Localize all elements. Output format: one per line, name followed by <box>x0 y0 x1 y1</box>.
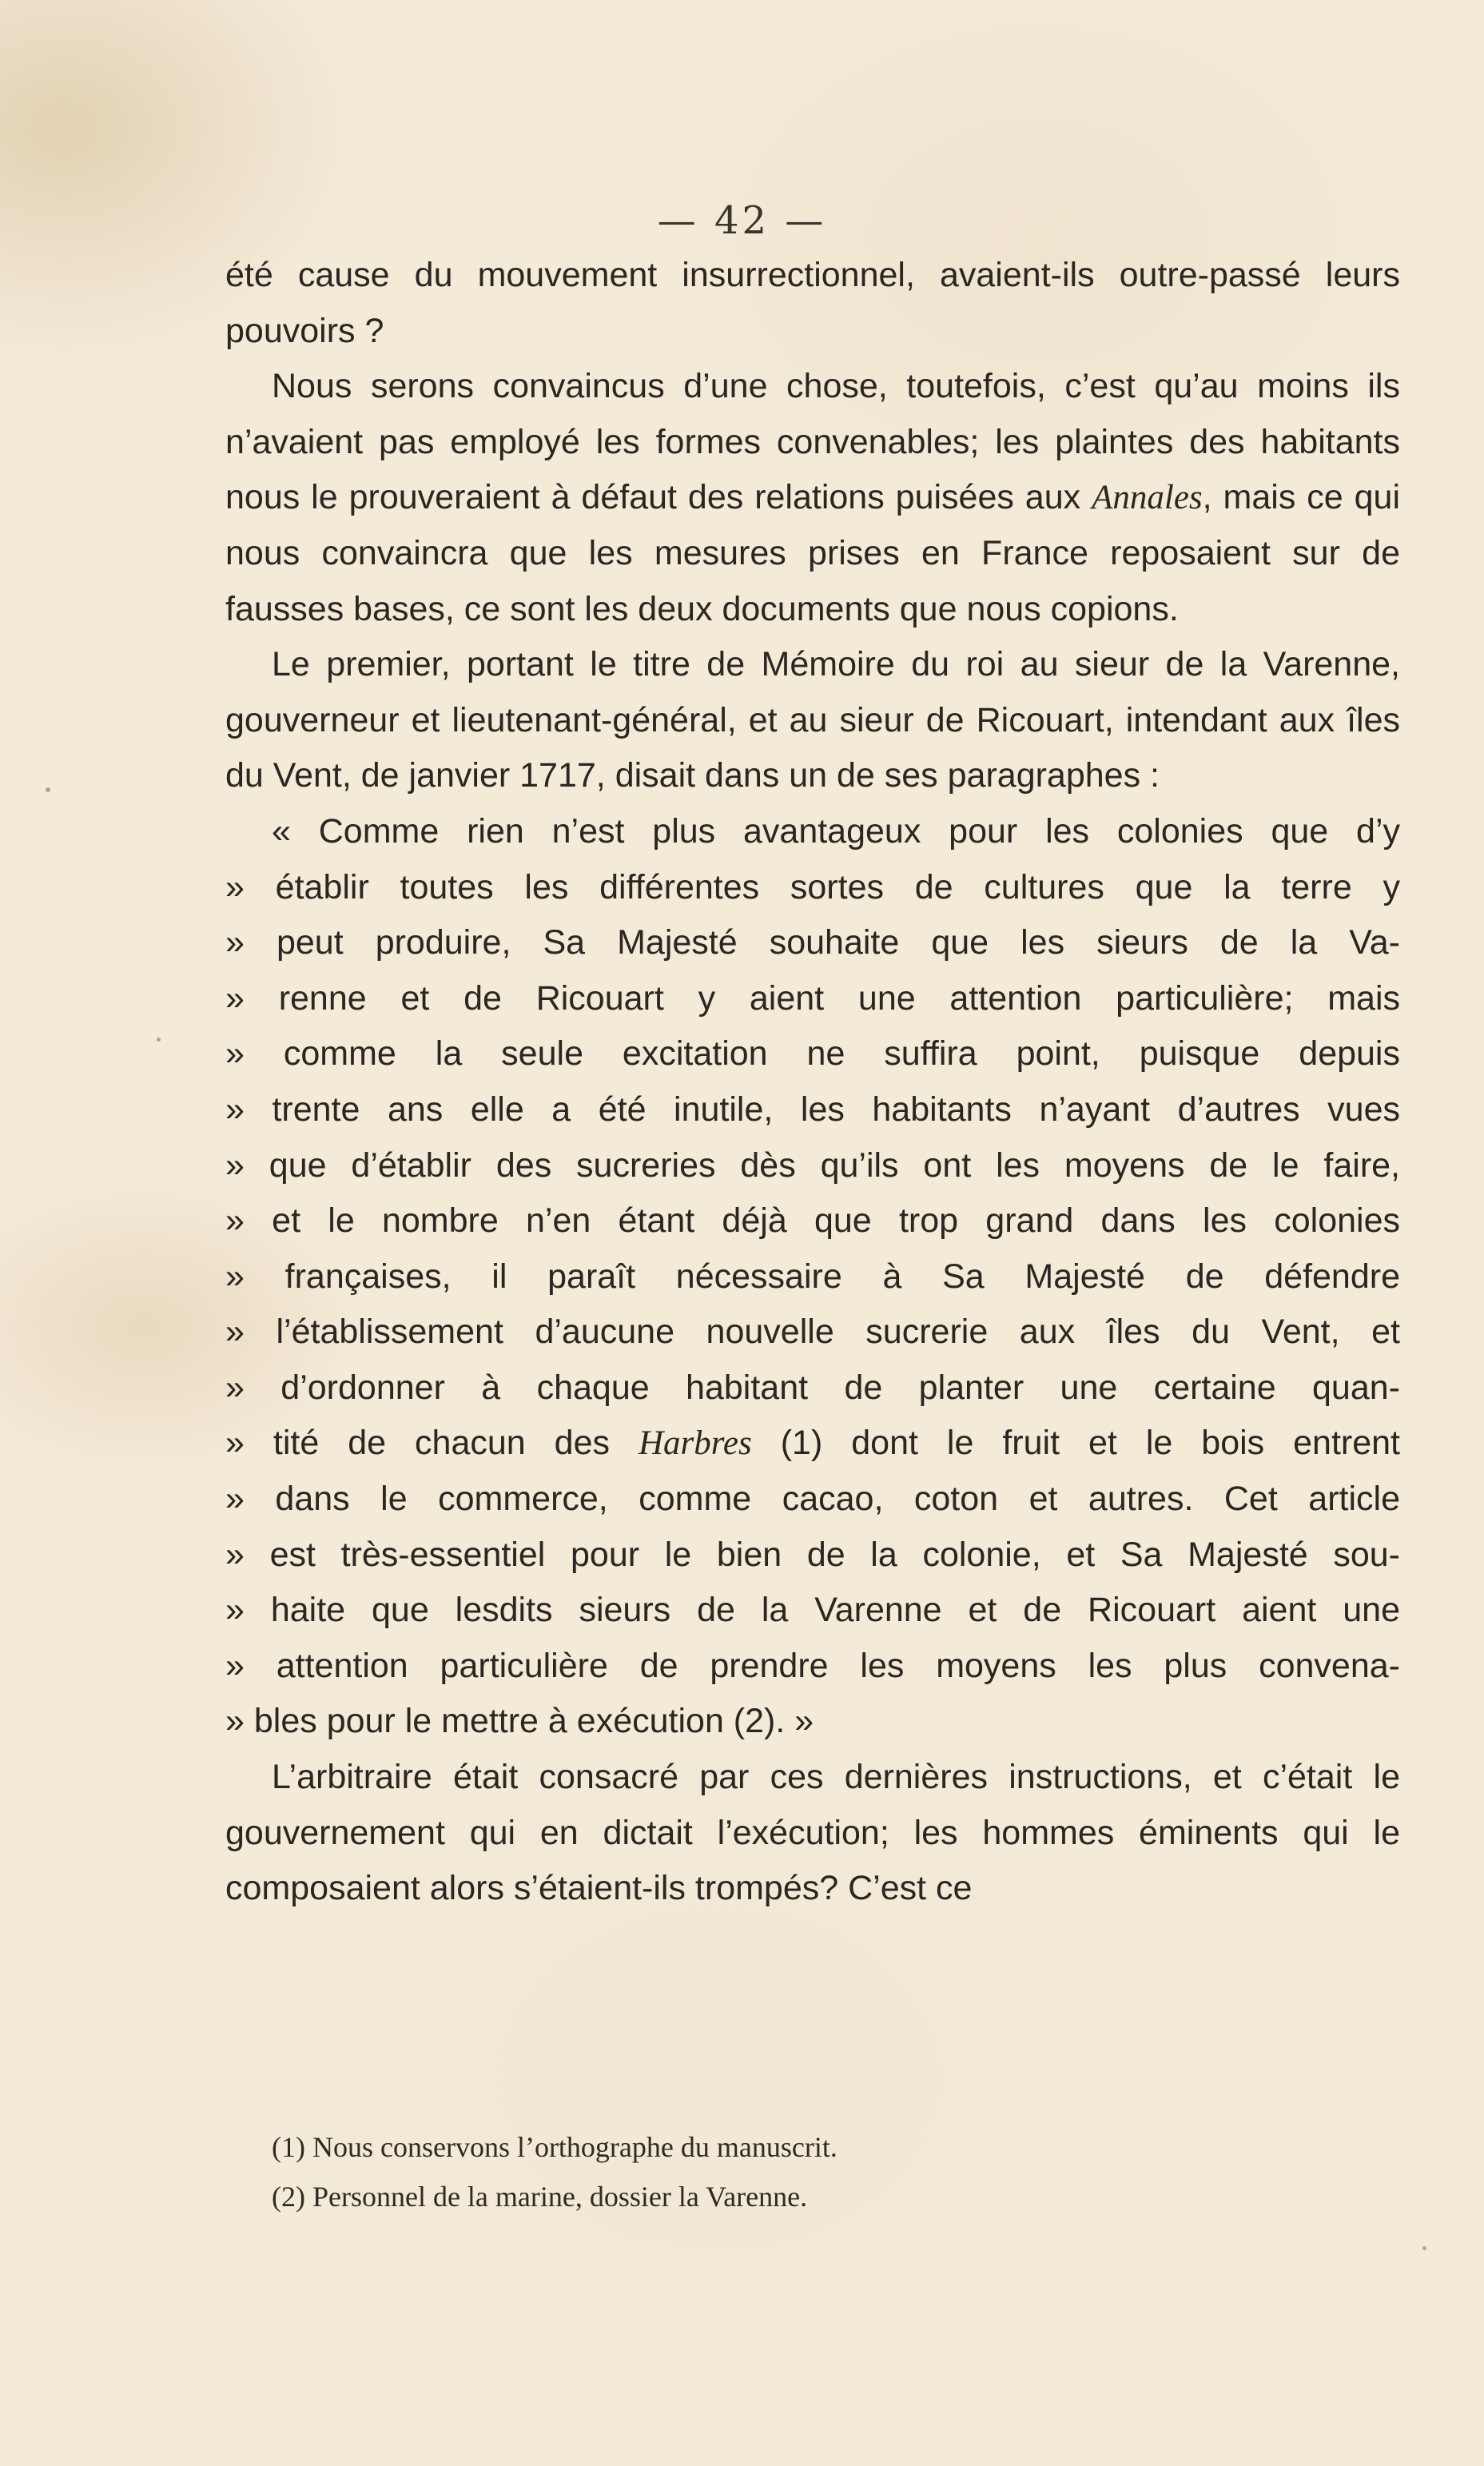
quote-line: » est très-essentiel pour le bien de la colonie, et Sa Majesté sou- <box>225 1535 1400 1574</box>
paragraph-continuation: été cause du mouvement insurrectionnel, avaient-ils outre-passé leurs pouvoirs ? <box>225 256 1400 350</box>
quote-line: » renne et de Ricouart y aient une attention particulière; mais <box>225 978 1400 1018</box>
paragraph-memoire: Le premier, portant le titre de Mémoire du roi au sieur de la Varenne, gouverneur et lieutenant-général, et au sieur de Ricouart, intendant aux îles du Vent, de janvier 1717, disait dans un de ses paragraphes : <box>225 645 1400 795</box>
quote-line: « Comme rien n’est plus avantageux pour les colonies que d’y <box>272 811 1400 851</box>
paragraph-convaincus <box>225 359 1400 637</box>
footnote-2: (2) Personnel de la marine, dossier la Varenne. <box>272 2181 808 2213</box>
quote-line: » dans le commerce, comme cacao, coton et autres. Cet article <box>225 1480 1400 1519</box>
quote-line: » comme la seule excitation ne suffira point, puisque depuis <box>225 1034 1400 1074</box>
harbres-word: Harbres <box>638 1424 752 1463</box>
quote-line-harbres-end: (1) dont le fruit et le bois entrent <box>780 1424 1401 1463</box>
royal-quotation <box>225 804 1400 1750</box>
quote-line: » d’ordonner à chaque habitant de planter une certaine quan- <box>225 1368 1400 1407</box>
paragraph-convaincus-end: , mais ce qui nous convaincra que les mesures prises en France reposaient sur de fausses bases, ce sont les deux documents que nous copions. <box>225 478 1401 628</box>
quote-line-harbres <box>225 1416 1400 1472</box>
footnotes <box>272 2122 1351 2221</box>
quote-line: » l’établissement d’aucune nouvelle sucrerie aux îles du Vent, et <box>225 1313 1400 1352</box>
footnote-1: (1) Nous conservons l’orthographe du manuscrit. <box>272 2131 837 2163</box>
paper-speck <box>157 1038 161 1042</box>
quote-line-harbres-start: » tité de chacun des <box>225 1424 610 1463</box>
quote-line: » que d’établir des sucreries dès qu’ils ont les moyens de le faire, <box>225 1145 1400 1185</box>
paragraph-arbitraire: L’arbitraire était consacré par ces dernières instructions, et c’était le gouvernement qui en dictait l’exécution; les hommes éminents qui le composaient alors s’étaient-ils trompés? C’est ce <box>225 1758 1400 1908</box>
quote-line: » et le nombre n’en étant déjà que trop grand dans les colonies <box>225 1201 1400 1241</box>
page-number: — 42 — <box>657 198 827 243</box>
quote-line: » peut produire, Sa Majesté souhaite que les sieurs de la Va- <box>225 923 1400 962</box>
quote-line: » bles pour le mettre à exécution (2). » <box>225 1702 814 1741</box>
paper-speck <box>46 787 50 792</box>
quote-line: » haite que lesdits sieurs de la Varenne et de Ricouart aient une <box>225 1591 1400 1630</box>
quote-line: » trente ans elle a été inutile, les habitants n’ayant d’autres vues <box>225 1090 1400 1129</box>
paragraph-convaincus-text: Nous serons convaincus d’une chose, toutefois, c’est qu’au moins ils n’avaient pas employé les formes convenables; les plaintes des habitants nous le prouveraient à défaut des relations puisées aux <box>225 367 1400 517</box>
quote-line: » établir toutes les différentes sortes de cultures que la terre y <box>225 867 1400 906</box>
quote-line: » attention particulière de prendre les moyens les plus convena- <box>225 1646 1400 1685</box>
main-text <box>225 248 1400 1917</box>
quote-line: » françaises, il paraît nécessaire à Sa Majesté de défendre <box>225 1257 1400 1296</box>
paper-speck <box>1422 2246 1426 2250</box>
annales-title: Annales <box>1092 479 1203 517</box>
